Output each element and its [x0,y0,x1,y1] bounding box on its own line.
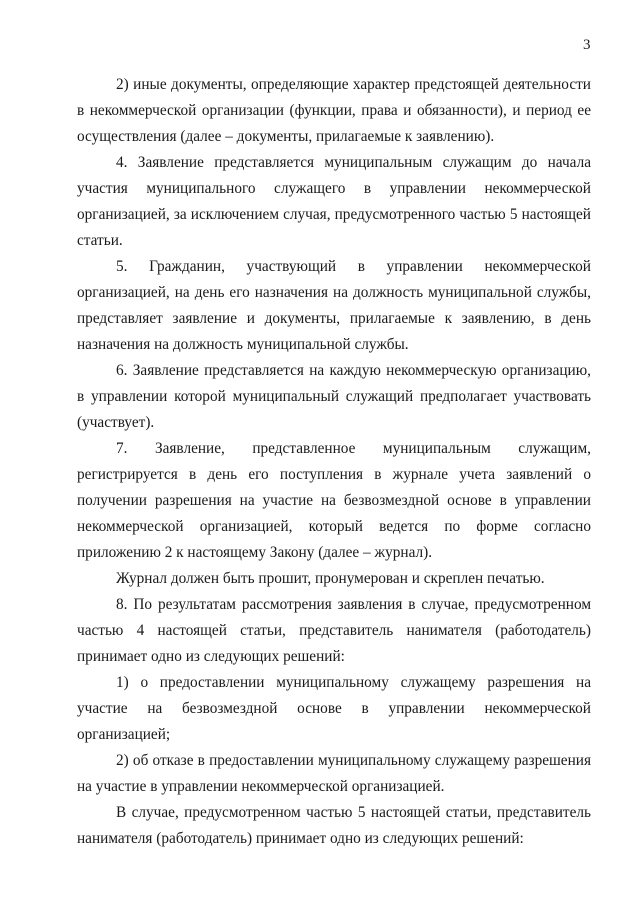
paragraph-item-2-other-documents: 2) иные документы, определяющие характер предстоящей деятельности в некоммерческой организации (функции, права и обязанности), и период ее осуществления (далее – документы, прилагаемые к заявлению). [77,76,591,145]
document-body [77,72,591,852]
page-number: 3 [583,37,591,53]
paragraph-decision-2-refusal: 2) об отказе в предоставлении муниципальному служащему разрешения на участие в управлении некоммерческой организацией. [77,752,591,795]
paragraph-journal-sealed: Журнал должен быть прошит, пронумерован и скреплен печатью. [116,570,545,587]
paragraph-8-decisions: 8. По результатам рассмотрения заявления в случае, предусмотренном частью 4 настоящей статьи, представитель нанимателя (работодатель) принимает одно из следующих решений: [77,596,591,665]
paragraph-5-citizen-appointment: 5. Гражданин, участвующий в управлении некоммерческой организацией, на день его назначения на должность муниципальной службы, представляет заявление и документы, прилагаемые к заявлению, в день назначения на должность муниципальной службы. [77,258,591,353]
paragraph-6-each-organization: 6. Заявление представляется на каждую некоммерческую организацию, в управлении которой муниципальный служащий предполагает участвовать (участвует). [77,362,591,431]
paragraph-7-registration-journal: 7. Заявление, представленное муниципальным служащим, регистрируется в день его поступления в журнале учета заявлений о получении разрешения на участие на безвозмездной основе в управлении некоммерческой организацией, который ведется по форме согласно приложению 2 к настоящему Закону (далее – журнал). [77,440,591,561]
paragraph-4-submission-timing: 4. Заявление представляется муниципальным служащим до начала участия муниципального служащего в управлении некоммерческой организацией, за исключением случая, предусмотренного частью 5 настоящей статьи. [77,154,591,249]
paragraph-case-part-5: В случае, предусмотренном частью 5 настоящей статьи, представитель нанимателя (работодатель) принимает одно из следующих решений: [77,804,591,847]
paragraph-decision-1-grant: 1) о предоставлении муниципальному служащему разрешения на участие на безвозмездной основе в управлении некоммерческой организацией; [77,674,591,743]
